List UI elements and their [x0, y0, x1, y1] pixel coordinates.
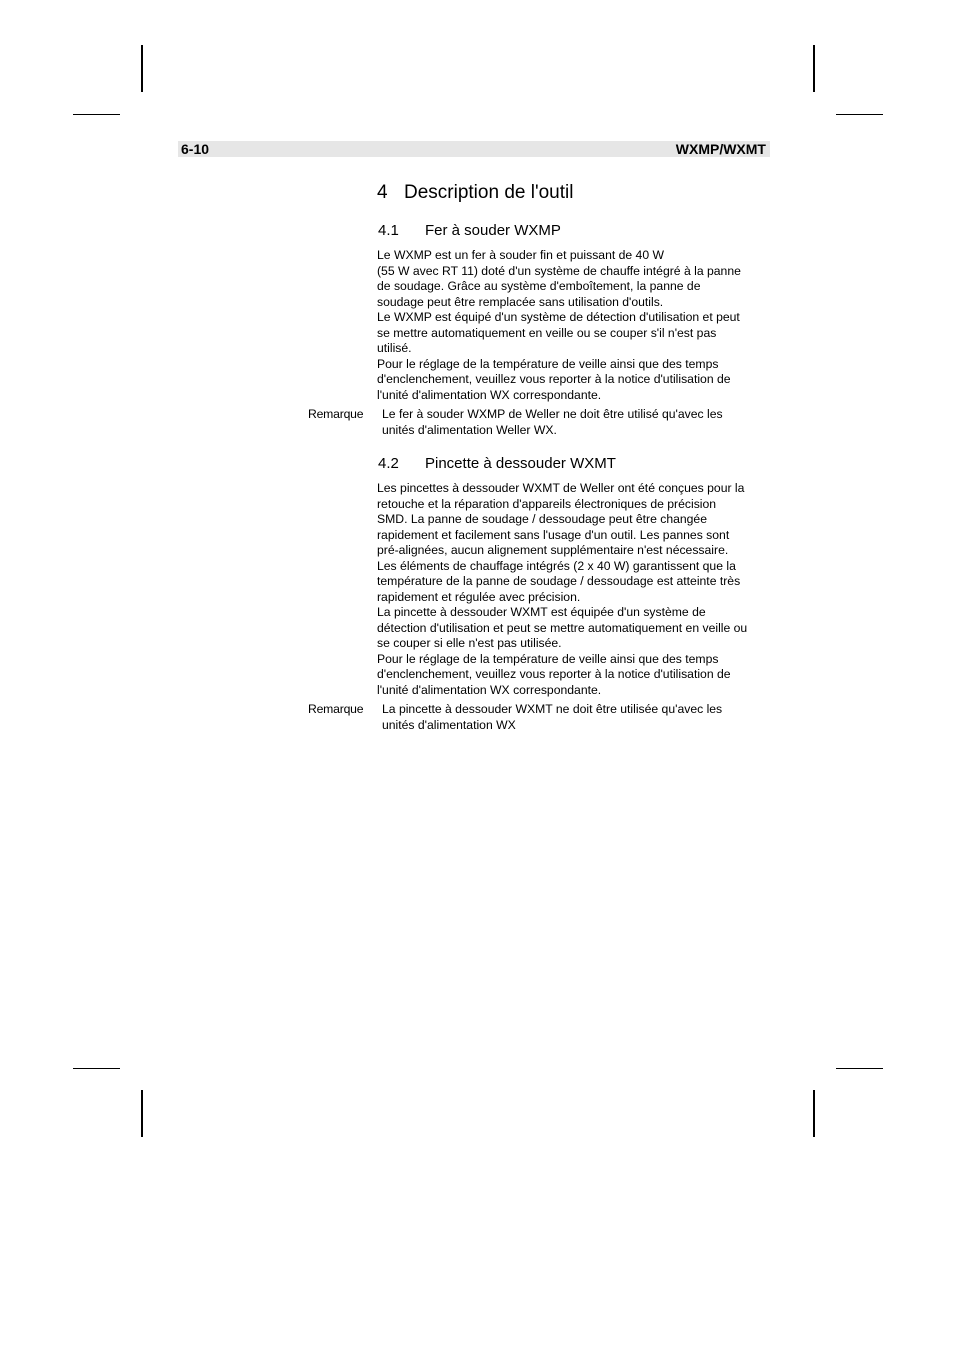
note-line: La pincette à dessouder WXMT ne doit être utilisée qu'avec les	[382, 702, 723, 716]
note-line: unités d'alimentation Weller WX.	[382, 422, 557, 437]
body-line: Le WXMP est équipé d'un système de détection d'utilisation et peut	[377, 310, 740, 324]
body-line: utilisé.	[377, 341, 412, 355]
body-line: pré-alignées, aucun alignement supplémentaire n'est nécessaire.	[377, 543, 729, 557]
crop-mark-top-left-horizontal	[73, 114, 120, 115]
body-line: retouche et la réparation d'appareils électroniques de précision	[377, 496, 717, 511]
section-heading-4-2	[378, 455, 616, 473]
crop-mark-top-left-vertical	[141, 45, 143, 92]
body-line: Les pincettes à dessouder WXMT de Weller ont été conçues pour la	[377, 481, 745, 495]
crop-mark-bottom-left-vertical	[141, 1090, 143, 1137]
body-line: (55 W avec RT 11) doté d'un système de chauffe intégré à la panne	[377, 263, 741, 278]
chapter-title: Description de l'outil	[404, 182, 574, 203]
crop-mark-bottom-right-vertical	[813, 1090, 815, 1137]
body-line: se couper si elle n'est pas utilisée.	[377, 636, 562, 650]
note-label: Remarque	[308, 407, 364, 421]
crop-mark-bottom-left-horizontal	[73, 1068, 120, 1069]
note-line: Le fer à souder WXMP de Weller ne doit être utilisé qu'avec les	[382, 407, 723, 421]
crop-mark-bottom-right-horizontal	[836, 1068, 883, 1069]
body-line: Les éléments de chauffage intégrés (2 x 40 W) garantissent que la	[377, 558, 736, 573]
body-line: température de la panne de soudage / dessoudage est atteinte très	[377, 574, 741, 588]
body-line: La pincette à dessouder WXMT est équipée d'un système de	[377, 605, 706, 619]
body-line: d'enclenchement, veuillez vous reporter à la notice d'utilisation de	[377, 372, 731, 386]
crop-mark-top-right-horizontal	[836, 114, 883, 115]
body-line: l'unité d'alimentation WX correspondante.	[377, 387, 602, 402]
chapter-number: 4	[377, 182, 388, 203]
page-number: 6-10	[181, 141, 210, 157]
section-number: 4.2	[378, 455, 399, 472]
body-line: Pour le réglage de la température de veille ainsi que des temps	[377, 356, 719, 371]
chapter-heading	[377, 181, 573, 205]
crop-mark-top-right-vertical	[813, 45, 815, 92]
note-text	[382, 407, 723, 438]
body-line: SMD. La panne de soudage / dessoudage peut être changée	[377, 512, 707, 526]
section-4-1-body	[377, 248, 772, 403]
running-header	[178, 141, 770, 157]
section-number: 4.1	[378, 222, 399, 239]
section-title: Fer à souder WXMP	[425, 222, 561, 239]
body-line: se mettre automatiquement en veille ou se couper s'il n'est pas	[377, 325, 717, 340]
body-line: l'unité d'alimentation WX correspondante.	[377, 682, 602, 697]
body-line: de soudage. Grâce au système d'emboîtement, la panne de	[377, 279, 701, 293]
body-line: rapidement et facilement sans l'usage d'un outil. Les pannes sont	[377, 527, 730, 542]
body-line: d'enclenchement, veuillez vous reporter à la notice d'utilisation de	[377, 667, 731, 681]
section-title: Pincette à dessouder WXMT	[425, 455, 616, 472]
body-line: détection d'utilisation et peut se mettre automatiquement en veille ou	[377, 620, 748, 635]
section-heading-4-1	[378, 222, 561, 240]
body-line: Pour le réglage de la température de veille ainsi que des temps	[377, 651, 719, 666]
body-line: Le WXMP est un fer à souder fin et puissant de 40 W	[377, 248, 665, 262]
section-4-2-body	[377, 481, 772, 698]
body-line: rapidement et régulée avec précision.	[377, 589, 581, 604]
note-text	[382, 702, 722, 733]
note-label: Remarque	[308, 702, 364, 716]
note-line: unités d'alimentation WX	[382, 717, 516, 732]
product-name: WXMP/WXMT	[675, 141, 766, 157]
body-line: soudage peut être remplacée sans utilisation d'outils.	[377, 294, 664, 309]
